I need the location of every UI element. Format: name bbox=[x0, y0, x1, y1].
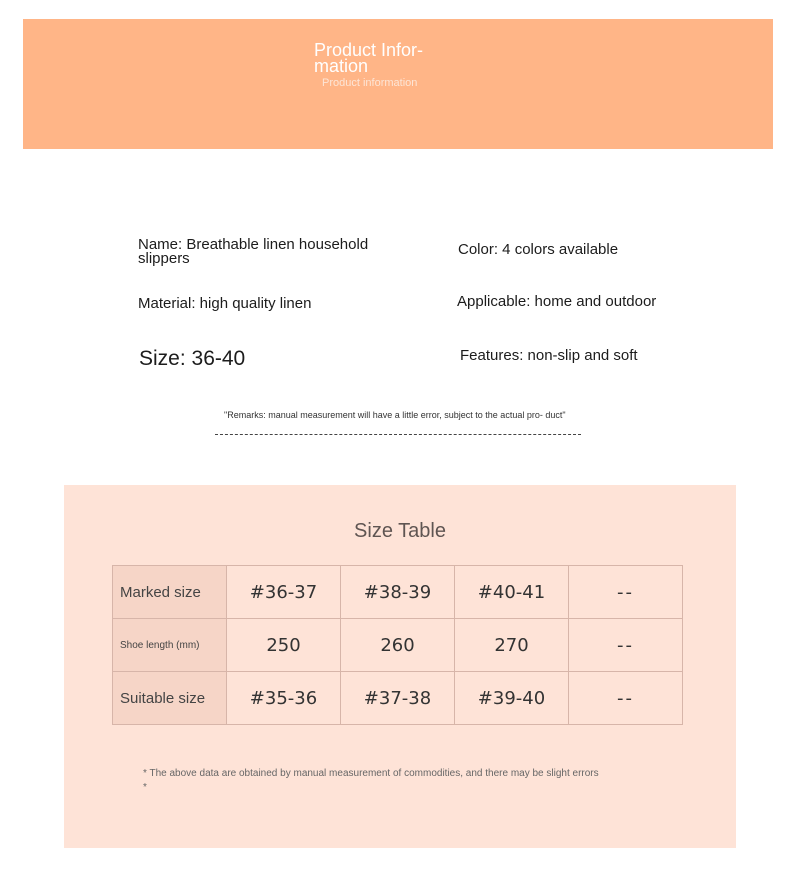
remarks-note: "Remarks: manual measurement will have a little error, subject to the actual pro- duct" bbox=[224, 410, 566, 420]
table-cell: 250 bbox=[227, 619, 341, 672]
size-table bbox=[112, 565, 683, 725]
table-cell: #36-37 bbox=[227, 566, 341, 619]
row-label: Shoe length (mm) bbox=[113, 619, 227, 672]
row-label: Marked size bbox=[113, 566, 227, 619]
table-row bbox=[113, 619, 683, 672]
info-size: Size: 36-40 bbox=[139, 347, 246, 370]
table-cell: -- bbox=[569, 566, 683, 619]
table-cell: #38-39 bbox=[341, 566, 455, 619]
table-cell: #40-41 bbox=[455, 566, 569, 619]
footnote-line-1: * The above data are obtained by manual measurement of commodities, and there may be slight errors bbox=[143, 768, 599, 779]
table-row bbox=[113, 672, 683, 725]
table-row bbox=[113, 566, 683, 619]
footnote-line-2: * bbox=[143, 782, 147, 793]
info-applicable: Applicable: home and outdoor bbox=[457, 293, 657, 310]
info-features: Features: non-slip and soft bbox=[460, 347, 638, 364]
info-color: Color: 4 colors available bbox=[458, 241, 619, 258]
size-table-title: Size Table bbox=[354, 520, 446, 542]
info-name: Name: Breathable linen household slippers bbox=[138, 236, 369, 267]
table-cell: 260 bbox=[341, 619, 455, 672]
table-cell: #35-36 bbox=[227, 672, 341, 725]
banner-subtitle: Product information bbox=[322, 77, 418, 89]
row-label: Suitable size bbox=[113, 672, 227, 725]
table-cell: #39-40 bbox=[455, 672, 569, 725]
banner-title: Product Infor- mation bbox=[314, 40, 424, 76]
dashed-divider bbox=[215, 434, 581, 435]
table-cell: #37-38 bbox=[341, 672, 455, 725]
table-cell: 270 bbox=[455, 619, 569, 672]
table-cell: -- bbox=[569, 619, 683, 672]
table-cell: -- bbox=[569, 672, 683, 725]
info-material: Material: high quality linen bbox=[138, 295, 312, 312]
